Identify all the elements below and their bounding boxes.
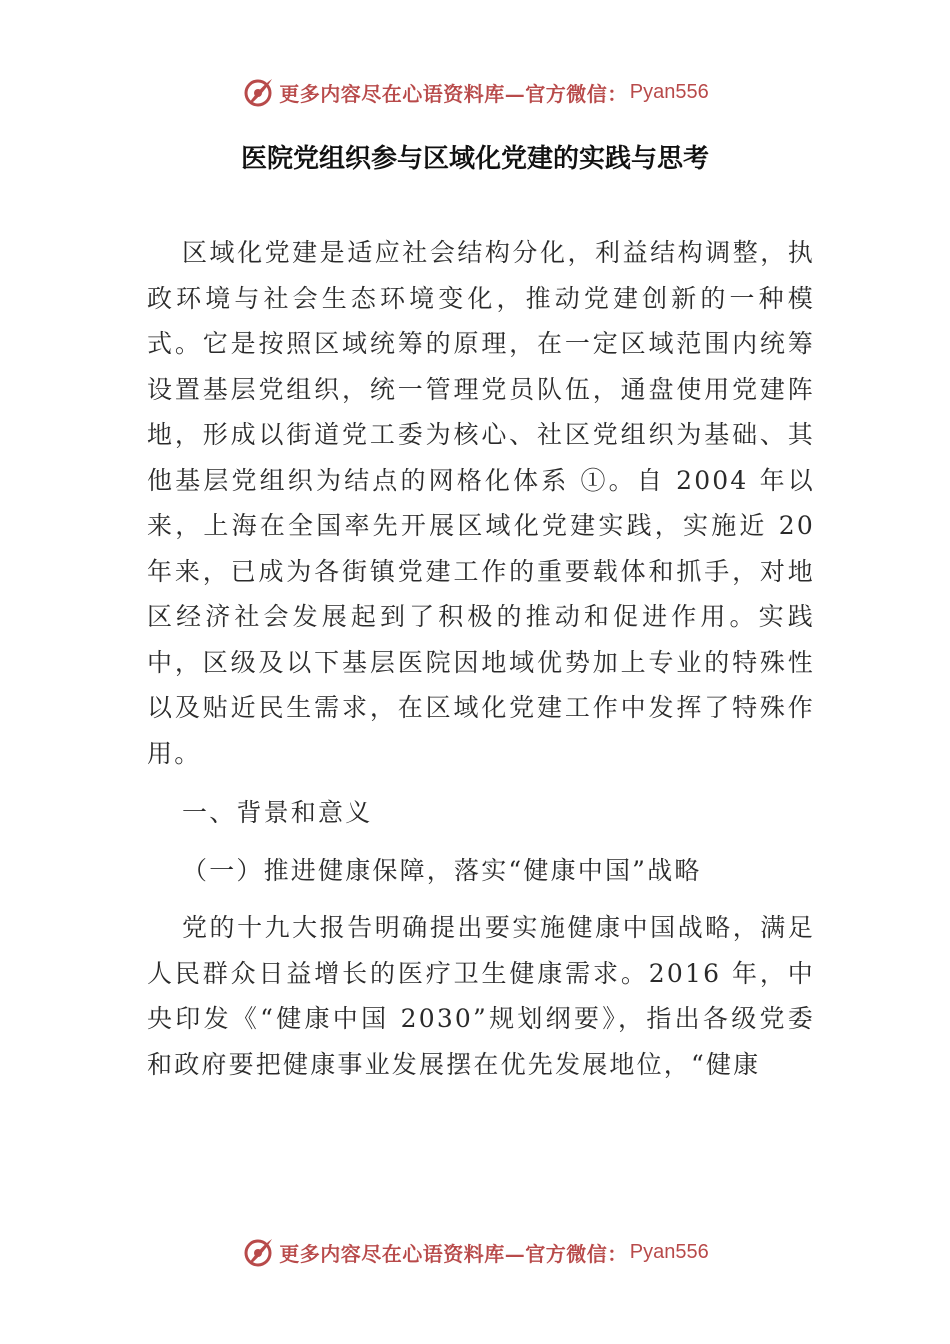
section-heading: 一、背景和意义 <box>182 798 373 827</box>
document-title: 医院党组织参与区域化党建的实践与思考 <box>240 144 709 174</box>
document-body <box>147 230 815 1087</box>
header-banner <box>0 72 950 112</box>
wechat-id: Pyan556 <box>629 1240 709 1263</box>
banner-text: 更多内容尽在心语资料库—官方微信： <box>279 81 628 106</box>
paragraph-intro: 区域化党建是适应社会结构分化，利益结构调整，执政环境与社会生态环境变化，推动党建创新的一种模式。它是按照区域统筹的原理，在一定区域范围内统筹设置基层党组织，统一管理党员队伍，通盘使用党建阵地，形成以街道党工委为核心、社区党组织为基础、其他基层党组织为结点的网格化体系 ①。自 2004 年以来，上海在全国率先开展区域化党建实践，实施近 20 年来，已成为各街镇党建工作的重要载体和抓手，对地区经济社会发展起到了积极的推动和促进作用。实践中，区级及以下基层医院因地域优势加上专业的特殊性以及贴近民生需求，在区域化党建工作中发挥了特殊作 用。 <box>147 238 815 768</box>
quill-circle-logo-icon <box>241 75 275 109</box>
paragraph-health-china: 党的十九大报告明确提出要实施健康中国战略，满足人民群众日益增长的医疗卫生健康需求。2016 年，中央印发《“健康中国 2030”规划纲要》，指出各级党委和政府要把健康事业发展摆在优先发展地位，“健康 <box>147 913 815 1079</box>
footer-banner <box>0 1232 950 1272</box>
subsection-heading: （一）推进健康保障，落实“健康中国”战略 <box>182 855 702 885</box>
wechat-id: Pyan556 <box>629 80 709 103</box>
quill-circle-logo-icon <box>241 1235 275 1269</box>
banner-text: 更多内容尽在心语资料库—官方微信： <box>279 1241 628 1266</box>
